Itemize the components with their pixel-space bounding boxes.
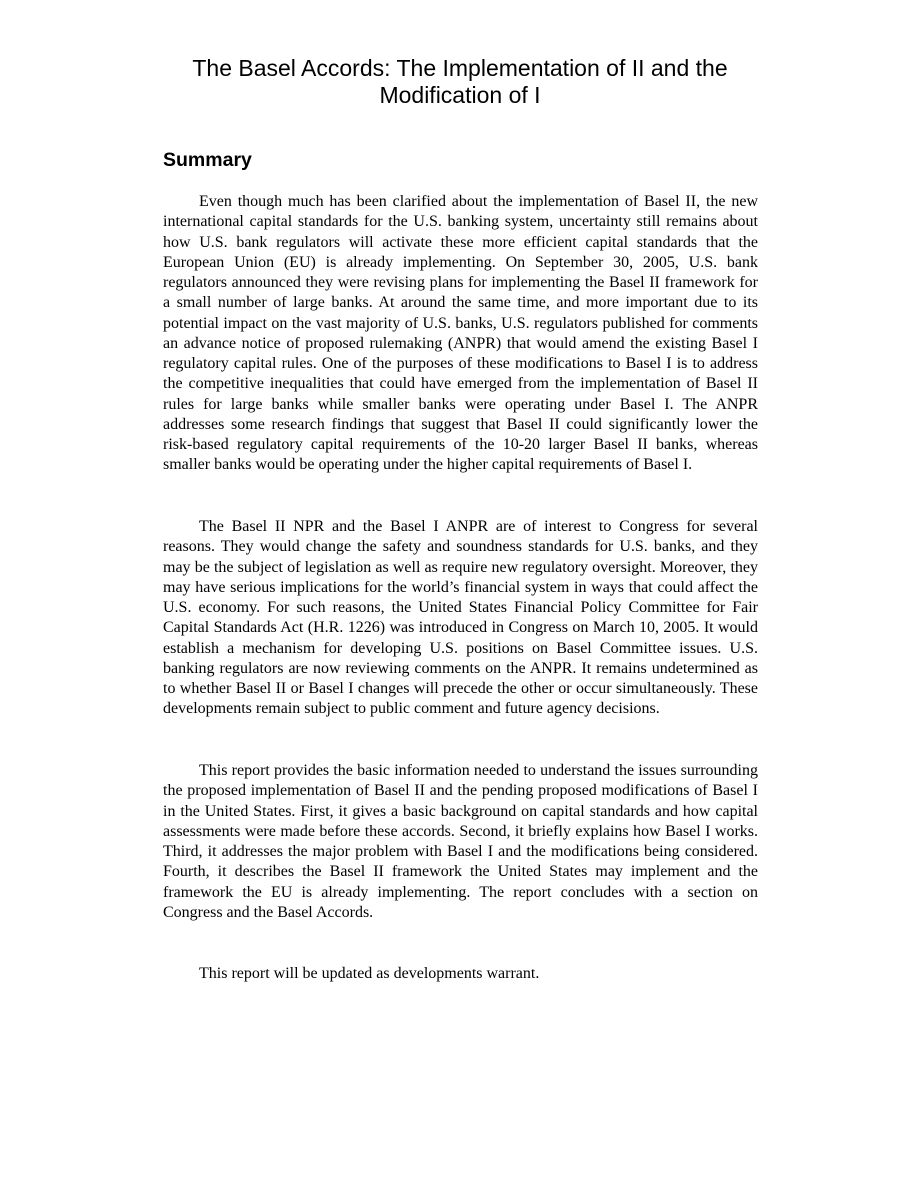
summary-paragraph-3: This report provides the basic information needed to understand the issues surrounding the proposed implementation of Basel II and the pending proposed modifications of Basel I in the United States. First, it gives a basic background on capital standards and how capital assessments were made before these accords. Second, it briefly explains how Basel I works. Third, it addresses the major problem with Basel I and the modifications being considered. Fourth, it describes the Basel II framework the United States may implement and the framework the EU is already implementing. The report concludes with a section on Congress and the Basel Accords. — [163, 762, 758, 921]
summary-paragraph-4: This report will be updated as developments warrant. — [199, 965, 540, 982]
summary-paragraph-1: Even though much has been clarified about the implementation of Basel II, the new international capital standards for the U.S. banking system, uncertainty still remains about how U.S. bank regulators will activate these more efficient capital standards that the European Union (EU) is already implementing. On September 30, 2005, U.S. bank regulators announced they were revising plans for implementing the Basel II framework for a small number of large banks. At around the same time, and more important due to its potential impact on the vast majority of U.S. banks, U.S. regulators published for comments an advance notice of proposed rulemaking (ANPR) that would amend the existing Basel I regulatory capital rules. One of the purposes of these modifications to Basel I is to address the competitive inequalities that could have emerged from the implementation of Basel II rules for large banks while smaller banks were operating under Basel I. The ANPR addresses some research findings that suggest that Basel II could significantly lower the risk-based regulatory capital requirements of the 10-20 larger Basel II banks, whereas smaller banks would be operating under the higher capital requirements of Basel I. — [163, 193, 758, 474]
document-title: The Basel Accords: The Implementation of II and the Modification of I — [192, 55, 728, 108]
summary-paragraph-2: The Basel II NPR and the Basel I ANPR are of interest to Congress for several reasons. They would change the safety and soundness standards for U.S. banks, and they may be the subject of legislation as well as require new regulatory oversight. Moreover, they may have serious implications for the world’s financial system in ways that could affect the U.S. economy. For such reasons, the United States Financial Policy Committee for Fair Capital Standards Act (H.R. 1226) was introduced in Congress on March 10, 2005. It would establish a mechanism for developing U.S. positions on Basel Committee issues. U.S. banking regulators are now reviewing comments on the ANPR. It remains undetermined as to whether Basel II or Basel I changes will precede the other or occur simultaneously. These developments remain subject to public comment and future agency decisions. — [163, 518, 758, 718]
summary-heading: Summary — [163, 149, 252, 171]
